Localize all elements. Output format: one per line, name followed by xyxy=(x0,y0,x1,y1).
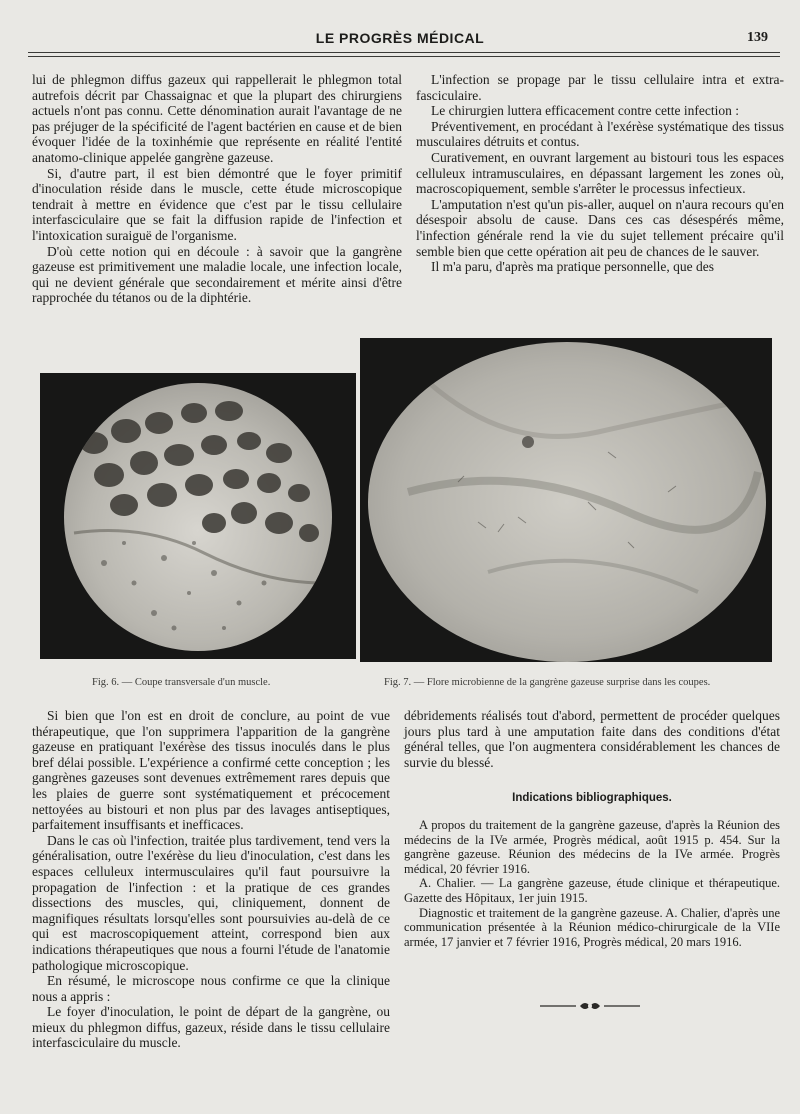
end-ornament xyxy=(540,998,640,1014)
paragraph: L'amputation n'est qu'un pis-aller, auquel on n'aura recours qu'en désespoir absolu de cause. Dans ces cas désespérés même, l'infection générale rend la vie du sujet tellement précaire qu'il semble bien que cette opération ait peu de chances de le sauver. xyxy=(416,196,784,259)
paragraph: Si bien que l'on est en droit de conclure, au point de vue thérapeutique, que l'on supprimera l'apparition de la gangrène gazeuse en pratiquant l'exérèse des tissus inoculés dans le plus bref délai possible. L'expérience a confirmé cette conception ; les gangrènes gazeuses sont devenues extrêmement rares depuis que les plaies de guerre sont systématiquement et précocement nettoyées au bistouri et non plus par des lavages antiseptiques, parfaitement insuffisants et inefficaces. xyxy=(32,708,390,833)
microbial-flora-field xyxy=(368,342,766,662)
figure-7-micrograph xyxy=(360,338,772,662)
bibliography-heading: Indications bibliographiques. xyxy=(512,792,672,804)
top-left-column xyxy=(32,72,402,306)
muscle-fibers-illustration xyxy=(64,383,332,651)
figure-7-caption: Fig. 7. — Flore microbienne de la gangrène gazeuse surprise dans les coupes. xyxy=(384,677,711,688)
paragraph: D'où cette notion qui en découle : à savoir que la gangrène gazeuse est primitivement une maladie locale, une infection locale, qui ne devient générale que secondairement et mérite ainsi d'être rapprochée du tétanos ou de la diphtérie. xyxy=(32,243,402,306)
paragraph: Le foyer d'inoculation, le point de départ de la gangrène, ou mieux du phlegmon diffus, gazeux, réside dans le tissu cellulaire interfasciculaire du muscle. xyxy=(32,1004,390,1051)
bibliography-entry: Diagnostic et traitement de la gangrène gazeuse. A. Chalier, d'après une communication présentée à la Réunion médico-chirurgicale de la VIIe armée, 17 janvier et 7 février 1916, Progrès médical, 20 mars 1916. xyxy=(404,905,780,949)
header-rule-thin xyxy=(28,56,780,57)
paragraph: lui de phlegmon diffus gazeux qui rappellerait le phlegmon total autrefois décrit par Chassaignac et que la plupart des chirurgiens actuels n'ont pas connu. Cette dénomination aurait l'avantage de ne pas préjuger de la spécificité de l'agent bactérien en cause et de bien évoquer l'idée de la toxinhémie que représente en réalité l'entité anatomo-clinique appelée gangrène gazeuse. xyxy=(32,72,402,165)
paragraph: débridements réalisés tout d'abord, permettent de procéder quelques jours plus tard à une amputation faite dans des conditions d'état général telles, que l'on augmentera considérablement les chances de survie du blessé. xyxy=(404,708,780,770)
paragraph: En résumé, le microscope nous confirme ce que la clinique nous a appris : xyxy=(32,973,390,1004)
microbial-flora-illustration xyxy=(368,342,766,662)
paragraph: Le chirurgien luttera efficacement contre cette infection : xyxy=(431,103,739,119)
header-rule xyxy=(28,52,780,53)
paragraph: L'infection se propage par le tissu cellulaire intra et extra-fasciculaire. xyxy=(416,72,784,103)
page-number: 139 xyxy=(747,30,768,45)
bibliography-entry: A. Chalier. — La gangrène gazeuse, étude clinique et thérapeutique. Gazette des Hôpitaux, 1er juin 1915. xyxy=(404,876,780,905)
top-right-column xyxy=(416,72,784,275)
figure-6-caption: Fig. 6. — Coupe transversale d'un muscle. xyxy=(92,677,271,688)
paragraph: Si, d'autre part, il est bien démontré que le foyer primitif d'inoculation réside dans le muscle, cette étude microscopique tendrait à mettre en évidence que c'est par le tissu cellulaire interfasciculaire que se fait la diffusion rapide de l'infection et l'intoxication suraiguë de l'organisme. xyxy=(32,165,402,243)
journal-title: LE PROGRÈS MÉDICAL xyxy=(315,30,485,46)
paragraph: Il m'a paru, d'après ma pratique personnelle, que des xyxy=(431,259,715,275)
bibliography-entry: A propos du traitement de la gangrène gazeuse, d'après la Réunion des médecins de la IVe armée, Progrès médical, août 1915 p. 454. Sur la gangrène gazeuse. Réunion des médecins de la IVe armée. Progrès médical, 20 février 1916. xyxy=(404,818,780,876)
running-header xyxy=(0,30,800,52)
paragraph: Préventivement, en procédant à l'exérèse systématique des tissus musculaires détruits et contus. xyxy=(416,118,784,150)
figure-6-micrograph xyxy=(40,373,356,659)
bottom-left-column xyxy=(32,708,390,1051)
bibliography-list xyxy=(404,818,780,949)
muscle-section-field xyxy=(64,383,332,651)
paragraph: Curativement, en ouvrant largement au bistouri tous les espaces celluleux intramusculaires, en dépassant largement les zones où, macroscopiquement, semble s'arrêter le processus infectieux. xyxy=(416,149,784,197)
bottom-right-column xyxy=(404,708,780,770)
paragraph: Dans le cas où l'infection, traitée plus tardivement, tend vers la généralisation, outre l'exérèse du lieu d'inoculation, c'est dans les espaces celluleux intermusculaires qu'il faut poursuivre la propagation de l'infection : et la pratique de ces grandes dissections des muscles, qui, cliniquement, donnent de magnifiques résultats lorsqu'elles sont poursuivies au-delà de ce qui est macroscopiquement atteint, correspond bien aux indications thérapeutiques que nous a fourni l'étude de l'anatomie pathologique microscopique. xyxy=(32,832,390,973)
